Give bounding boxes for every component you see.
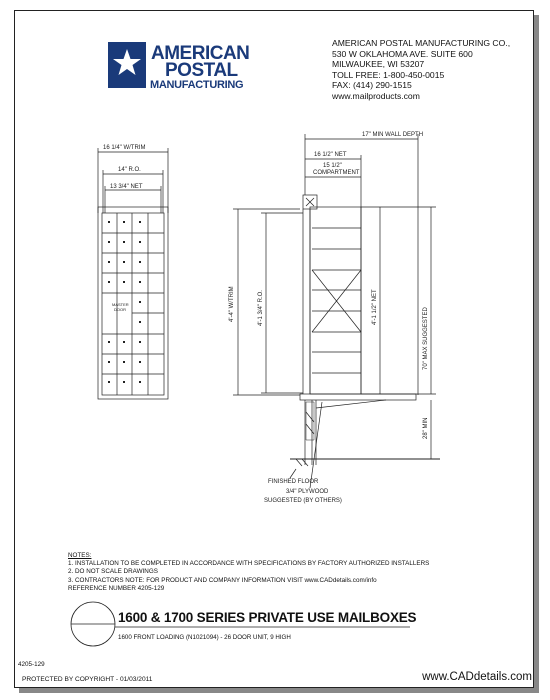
note-item-4: REFERENCE NUMBER 4205-129 (68, 584, 165, 592)
company-info (332, 38, 510, 102)
dim-height-trim: 4'-4" W/TRIM (229, 286, 235, 322)
drawing-subtitle: 1600 FRONT LOADING (N1021094) - 26 DOOR UNIT, 9 HIGH (118, 634, 291, 641)
dim-wall-depth: 17" MIN WALL DEPTH (362, 132, 424, 138)
dim-width-trim: 16 1/4" W/TRIM (103, 145, 146, 151)
dim-width-ro: 14" R.O. (118, 167, 141, 173)
reference-number: 4205-129 (18, 661, 45, 668)
notes-heading: NOTES: (68, 552, 92, 559)
note-item-2: 2. DO NOT SCALE DRAWINGS (68, 568, 158, 576)
label-plywood: 3/4" PLYWOOD (286, 489, 329, 495)
dim-min-height: 28" MIN (423, 417, 429, 439)
drawing-title: 1600 & 1700 SERIES PRIVATE USE MAILBOXES (118, 610, 417, 625)
note-item-3: 3. CONTRACTORS NOTE: FOR PRODUCT AND COMPANY INFORMATION VISIT www.CADdetails.com/info (68, 576, 377, 584)
company-name: AMERICAN POSTAL MANUFACTURING CO., (332, 38, 511, 48)
logo-line-manufacturing: MANUFACTURING (150, 79, 244, 91)
master-door-label-2: DOOR (114, 307, 126, 312)
label-finished-floor: FINISHED FLOOR (268, 479, 319, 485)
dim-max-suggested: 70" MAX SUGGESTED (423, 307, 429, 370)
dim-compartment-label: COMPARTMENT (313, 170, 360, 176)
company-fax: FAX: (414) 290-1515 (332, 80, 412, 91)
company-address-2: MILWAUKEE, WI 53207 (332, 59, 425, 70)
logo-line-postal: POSTAL (165, 60, 238, 81)
dim-compartment-value: 15 1/2" (323, 163, 342, 169)
company-tollfree: TOLL FREE: 1-800-450-0015 (332, 69, 445, 80)
caddetails-link[interactable]: www.CADdetails.com (422, 671, 532, 683)
company-logo (108, 42, 249, 91)
notes-block (68, 552, 429, 593)
copyright-notice: PROTECTED BY COPYRIGHT - 01/03/2011 (22, 676, 153, 683)
label-plywood-suggested: SUGGESTED (BY OTHERS) (264, 498, 342, 504)
dim-width-net: 13 3/4" NET (110, 184, 143, 190)
master-door-label-1: MASTER (112, 302, 129, 307)
dim-net-depth: 16 1/2" NET (314, 152, 347, 158)
dim-net-height: 4'-1 1/2" NET (372, 289, 378, 325)
company-address-1: 530 W OKLAHOMA AVE. SUITE 600 (332, 48, 473, 59)
side-view (233, 134, 440, 488)
dim-height-ro: 4'-1 3/4" R.O. (258, 290, 264, 326)
note-item-1: 1. INSTALLATION TO BE COMPLETED IN ACCORDANCE WITH SPECIFICATIONS BY FACTORY AUTHORIZED INSTALLERS (68, 560, 430, 568)
company-website: www.mailproducts.com (332, 90, 420, 101)
logo-line-american: AMERICAN (151, 43, 250, 64)
